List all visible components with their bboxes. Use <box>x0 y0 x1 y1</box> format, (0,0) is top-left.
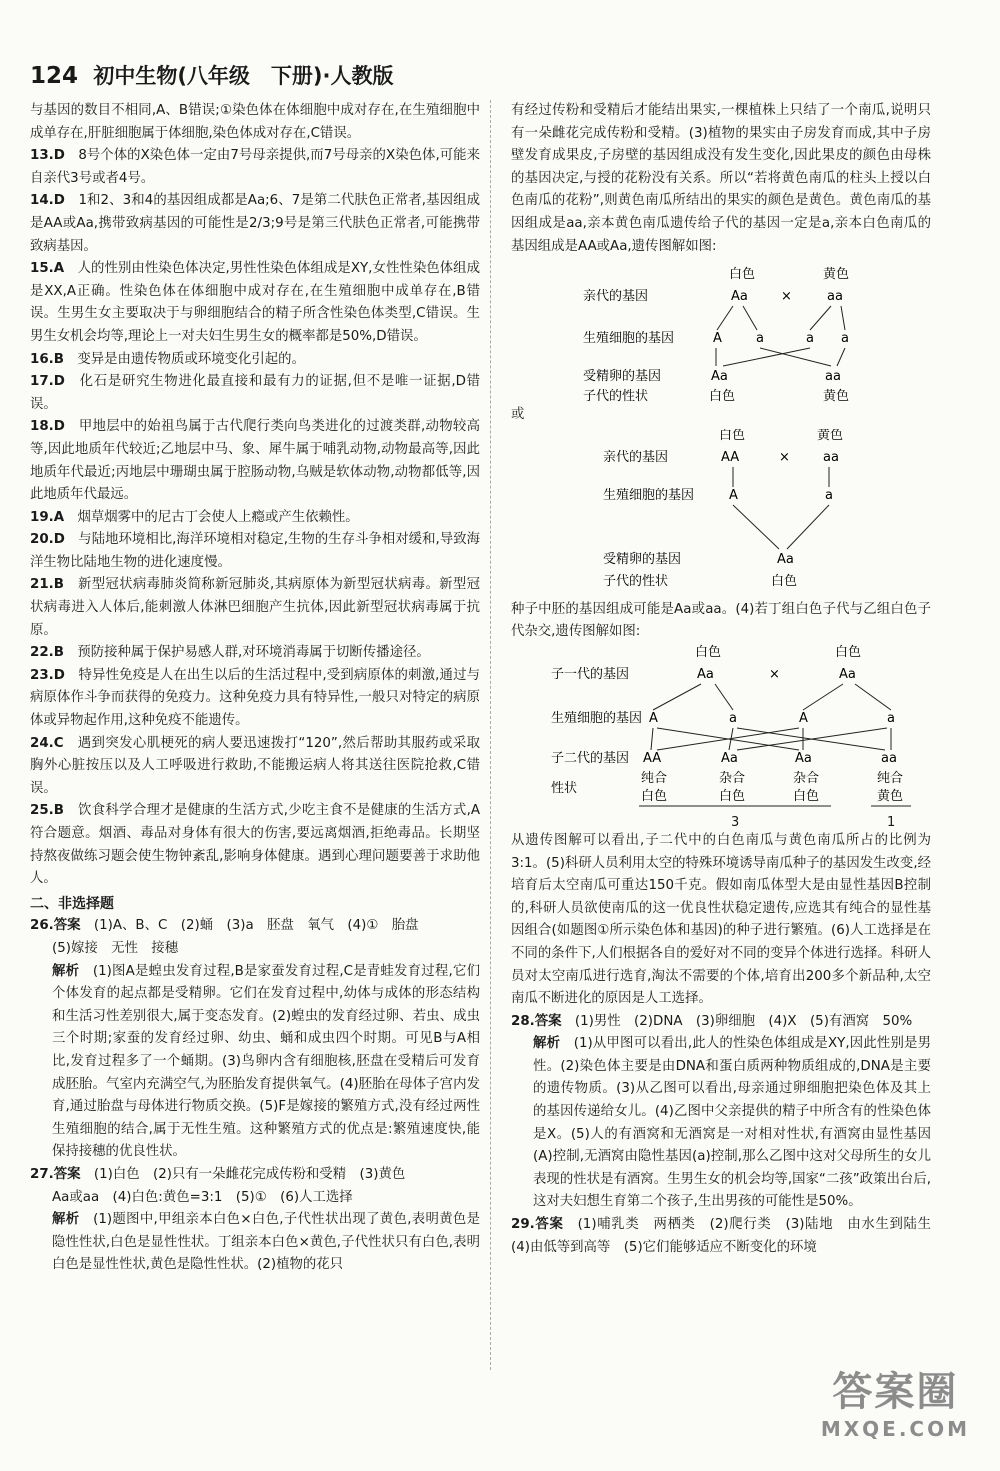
q26-answer: (1)A、B、C (2)蛹 (3)a 胚盘 氧气 (4)① 胎盘 <box>93 918 419 934</box>
d3-trait-3b: 白色 <box>793 788 820 804</box>
d1-gamete-3: a <box>806 331 814 347</box>
section-title: 二、非选择题 <box>30 895 114 912</box>
question-number: 23.D <box>30 667 65 683</box>
page-header <box>30 60 394 90</box>
d3-ratio-white: 3 <box>731 814 740 830</box>
d1-label-zygote: 受精卵的基因 <box>583 369 662 385</box>
watermark-url: MXQE.COM <box>820 1417 970 1441</box>
d3-label-gamete: 生殖细胞的基因 <box>551 710 643 726</box>
answer-text: 预防接种属于保护易感人群,对环境消毒属于切断传播途径。 <box>77 645 430 661</box>
watermark-logo <box>821 1360 970 1441</box>
d1-zygote-2: aa <box>825 369 841 385</box>
d1-label-gamete: 生殖细胞的基因 <box>583 331 675 347</box>
d3-gamete-3: A <box>799 710 808 726</box>
d3-trait-2b: 白色 <box>719 788 746 804</box>
answer-item <box>30 371 480 416</box>
question-number: 19.A <box>30 509 65 525</box>
answer-item <box>30 416 480 506</box>
right-column <box>511 100 945 1259</box>
q28-analysis: (1)从甲图可以看出,此人的性染色体组成是XY,因此性别是男性。(2)染色体主要是由DNA和蛋白质两种物质组成的,DNA是主要的遗传物质。(3)从乙图可以看出,母亲通过卵细胞把染色体及其上的基因传递给女儿。(4)乙图中父亲提供的精子中所含有的性染色体是X。(5)人的有酒窝和无酒窝是一对相对性状,有酒窝由显性基因(A)控制,无酒窝由隐性基因(a)控制,那么乙图中这对父母所生的女儿表现的性状是有酒窝。生男生女的机会均等,国家“二孩”政策出台后,这对夫妇想生育第二个孩子,生出男孩的可能性是50%。 <box>533 1036 931 1210</box>
genetic-diagram-1 <box>511 262 931 402</box>
question-26: 26.答案 (1)A、B、C (2)蛹 (3)a 胚盘 氧气 (4)① 胎盘 (5)嫁接 无性 接穗 解析 (1)图A是蝗虫发育过程,B是家蚕发育过程,C是青蛙发育过程,它们个体发育的起点都是受精卵。它们在发育过程中,幼体与成体的形态结构和生活习性差别很大,属于变态发育。(2)蝗虫的发育经过卵、若虫、成虫三个时期;家蚕的发育经过卵、幼虫、蛹和成虫四个时期。可见B与A相比,发育过程多了一个蛹期。(3)鸟卵内含有细胞核,胚盘在受精后可发育成胚胎。气室内充满空气,为胚胎发育提供氧气。(4)胚胎在母体子宫内发育,通过胎盘与母体进行物质交换。(5)F是嫁接的繁殖方式,没有经过两性生殖细胞的结合,属于无性生殖。这种繁殖方式的优点是:繁殖速度快,能保持接穗的优良性状。 <box>30 918 481 1160</box>
book-title: 初中生物(八年级 下册)·人教版 <box>93 64 394 88</box>
d2-zygote: Aa <box>777 551 794 567</box>
question-number: 15.A <box>30 261 65 277</box>
d3-trait-1b: 白色 <box>641 788 668 804</box>
d3-offspring-2: Aa <box>721 750 738 766</box>
answer-item <box>30 529 480 574</box>
answer-text: 8号个体的X染色体一定由7号母亲提供,而7号母亲的X染色体,可能来自亲代3号或者4号。 <box>30 148 481 186</box>
answer-text: 与陆地环境相比,海洋环境相对稳定,生物的生存斗争相对缓和,导致海洋生物比陆地生物的进化速度慢。 <box>30 532 480 570</box>
q27-analysis-cont-2: 种子中胚的基因组成可能是Aa或aa。(4)若丁组白色子代与乙组白色子代杂交,遗传图解如图: <box>511 601 931 640</box>
question-number: 18.D <box>30 419 65 435</box>
page-number: 124 <box>30 63 79 89</box>
d1-trait-2: 黄色 <box>823 389 850 403</box>
q26-analysis: (1)图A是蝗虫发育过程,B是家蚕发育过程,C是青蛙发育过程,它们个体发育的起点都是受精卵。它们在发育过程中,幼体与成体的形态结构和生活习性差别很大,属于变态发育。(2)蝗虫的发育经过卵、若虫、成虫三个时期;家蚕的发育经过卵、幼虫、蛹和成虫四个时期。可见B与A相比,发育过程多了一个蛹期。(3)鸟卵内含有细胞核,胚盘在受精后可发育成胚胎。气室内充满空气,为胚胎发育提供氧气。(4)胚胎在母体子宫内发育,通过胎盘与母体进行物质交换。(5)F是嫁接的繁殖方式,没有经过两性生殖细胞的结合,属于无性生殖。这种繁殖方式的优点是:繁殖速度快,能保持接穗的优良性状。 <box>52 963 481 1160</box>
d2-label-gamete: 生殖细胞的基因 <box>603 487 695 503</box>
d3-trait-4a: 纯合 <box>877 770 904 786</box>
d3-gamete-4: a <box>887 710 895 726</box>
answer-item <box>30 258 480 348</box>
d2-label-zygote: 受精卵的基因 <box>603 551 682 567</box>
d2-color-left: 白色 <box>719 428 746 443</box>
q27-analysis-cont: 有经过传粉和受精后才能结出果实,一棵植株上只结了一个南瓜,说明只有一朵雌花完成传粉和受精。(3)植物的果实由子房发育而成,其中子房壁发育成果皮,子房壁的基因组成没有发生变化,因此果皮的颜色由母株的基因决定,与授的花粉没有关系。所以“若将黄色南瓜的柱头上授以白色南瓜的花粉”,则黄色南瓜所结出的果实的颜色是黄色。黄色南瓜的基因组成是aa,亲本黄色南瓜遗传给子代的基因一定是a,亲本白色南瓜的基因组成是AA或Aa,遗传图解如图: <box>511 103 931 254</box>
d3-color-left: 白色 <box>695 644 722 660</box>
left-column <box>30 100 480 1277</box>
genetic-diagram-2 <box>511 429 931 599</box>
q29-answer: (1)哺乳类 两栖类 (2)爬行类 (3)陆地 由水生到陆生 (4)由低等到高等 (5)它们能够适应不断变化的环境 <box>511 1217 945 1255</box>
d3-trait-1a: 纯合 <box>641 770 668 786</box>
d3-label-f2: 子二代的基因 <box>551 750 630 766</box>
d1-cross: × <box>781 289 792 305</box>
question-number: 22.B <box>30 645 64 661</box>
d1-gamete-1: A <box>713 331 722 347</box>
d3-ratio-yellow: 1 <box>887 814 896 830</box>
d1-label-trait: 子代的性状 <box>583 389 649 403</box>
q28-answer: (1)男性 (2)DNA (3)卵细胞 (4)X (5)有酒窝 50% <box>574 1013 913 1029</box>
question-number: 21.B <box>30 577 64 593</box>
d3-gamete-1: A <box>649 710 658 726</box>
d1-gene-left: Aa <box>731 289 748 305</box>
question-number: 16.B <box>30 351 64 367</box>
answer-item <box>30 800 480 890</box>
d1-gene-right: aa <box>827 289 843 305</box>
d2-gene-left: AA <box>721 449 740 465</box>
answer-item <box>30 574 480 642</box>
d2-label-trait: 子代的性状 <box>603 573 669 589</box>
d2-color-right: 黄色 <box>817 428 844 443</box>
d2-gamete-1: A <box>729 487 738 503</box>
question-number: 13.D <box>30 148 65 164</box>
answer-item <box>30 145 480 190</box>
d1-label-parent: 亲代的基因 <box>583 289 649 305</box>
question-number: 14.D <box>30 193 65 209</box>
answer-text: 特异性免疫是人在出生以后的生活过程中,受到病原体的刺激,通过与病原体作斗争而获得的免疫力。这种免疫力具有特异性,一般只对特定的病原体或异物起作用,这种免疫不能遗传。 <box>30 667 481 729</box>
d3-ratio <box>511 812 931 830</box>
d2-trait: 白色 <box>771 573 798 589</box>
d3-gene-right: Aa <box>839 666 856 682</box>
q27-analysis: (1)题图中,甲组亲本白色×白色,子代性状出现了黄色,表明黄色是隐性性状,白色是显性性状。丁组亲本白色×黄色,子代性状只有白色,表明白色是显性性状,黄色是隐性性状。(2)植物的花只 <box>52 1212 481 1273</box>
d3-offspring-4: aa <box>881 750 897 766</box>
watermark-text: 答案圈 <box>832 1369 959 1415</box>
answer-list <box>30 100 480 891</box>
answer-item <box>30 349 480 372</box>
answer-item <box>30 190 480 258</box>
d2-gene-right: aa <box>823 449 839 465</box>
answer-text: 1和2、3和4的基因组成都是Aa;6、7是第二代肤色正常者,基因组成是AA或Aa,携带致病基因的可能性是2/3;9号是第三代肤色正常者,可能携带致病基因。 <box>30 193 481 254</box>
d3-offspring-3: Aa <box>795 750 812 766</box>
answer-text: 饮食科学合理才是健康的生活方式,少吃主食不是健康的生活方式,A符合题意。烟酒、毒品对身体有很大的伤害,要远离烟酒,拒绝毒品。长期坚持熬夜做练习题会使生物钟紊乱,影响身体健康。遇到心理问题要善于求助他人。 <box>30 803 481 887</box>
d3-trait-4b: 黄色 <box>877 788 904 804</box>
question-28: 28.答案 (1)男性 (2)DNA (3)卵细胞 (4)X (5)有酒窝 50% 解析 (1)从甲图可以看出,此人的性染色体组成是XY,因此性别是男性。(2)染色体主要是由DNA和蛋白质两种物质组成的,DNA是主要的遗传物质。(3)从乙图可以看出,母亲通过卵细胞把染色体及其上的基因传递给女儿。(4)乙图中父亲提供的精子中所含有的性染色体是X。(5)人的有酒窝和无酒窝是一对相对性状,有酒窝由显性基因(A)控制,无酒窝由隐性基因(a)控制,那么乙图中这对父母所生的女儿表现的性状是有酒窝。生男生女的机会均等,国家“二孩”政策出台后,这对夫妇想生育第二个孩子,生出男孩的可能性是50%。 <box>511 1013 931 1210</box>
question-number: 20.D <box>30 532 65 548</box>
or-label: 或 <box>511 407 525 423</box>
answer-text: 变异是由遗传物质或环境变化引起的。 <box>77 351 305 367</box>
d3-cross: × <box>769 666 780 682</box>
d1-trait-1: 白色 <box>709 389 736 403</box>
answer-text: 人的性别由性染色体决定,男性性染色体组成是XY,女性性染色体组成是XX,A正确。性染色体在体细胞中成对存在,在生殖细胞中成单存在,B错误。生男生女主要取决于与卵细胞结合的精子所含性染色体类型,C错误。生男生女机会均等,理论上一对夫妇生男生女的概率都是50%,D错误。 <box>30 261 481 344</box>
d3-gene-left: Aa <box>697 666 714 682</box>
question-29: 29.答案 (1)哺乳类 两栖类 (2)爬行类 (3)陆地 由水生到陆生 (4)由低等到高等 (5)它们能够适应不断变化的环境 <box>511 1217 945 1255</box>
d1-gamete-2: a <box>756 331 764 347</box>
question-number: 24.C <box>30 735 64 751</box>
answer-text: 烟草烟雾中的尼古丁会使人上瘾或产生依赖性。 <box>77 509 359 525</box>
d3-trait-2a: 杂合 <box>719 770 746 786</box>
answer-text: 新型冠状病毒肺炎简称新冠肺炎,其病原体为新型冠状病毒。新型冠状病毒进入人体后,能刺激人体淋巴细胞产生抗体,因此新型冠状病毒属于抗原。 <box>30 577 480 638</box>
answer-text: 化石是研究生物进化最直接和最有力的证据,但不是唯一证据,D错误。 <box>30 374 481 412</box>
answer-item <box>30 665 480 733</box>
d3-gamete-2: a <box>729 710 737 726</box>
question-number: 25.B <box>30 803 64 819</box>
d2-cross: × <box>779 449 790 465</box>
d3-offspring-1: AA <box>643 750 662 766</box>
d1-color-left: 白色 <box>729 267 756 283</box>
d1-color-right: 黄色 <box>823 267 850 283</box>
d3-color-right: 白色 <box>835 644 862 660</box>
d2-gamete-2: a <box>825 487 833 503</box>
answer-text: 甲地层中的始祖鸟属于古代爬行类向鸟类进化的过渡类群,动物较高等,因此地质年代较近;乙地层中马、象、犀牛属于哺乳动物,动物最高等,因此地质年代最近;丙地层中珊瑚虫属于腔肠动物,乌贼是软体动物,动物都低等,因此地质年代最远。 <box>30 419 480 503</box>
d2-label-parent: 亲代的基因 <box>603 449 669 465</box>
d3-label-f1: 子一代的基因 <box>551 666 630 682</box>
answer-text: 与基因的数目不相同,A、B错误;①染色体在体细胞中成对存在,在生殖细胞中成单存在,肝脏细胞属于体细胞,染色体成对存在,C错误。 <box>30 103 480 141</box>
answer-item <box>30 733 480 801</box>
genetic-diagram-3 <box>511 644 931 814</box>
q27-analysis-cont-3: 从遗传图解可以看出,子二代中的白色南瓜与黄色南瓜所占的比例为3:1。(5)科研人员利用太空的特殊环境诱导南瓜种子的基因发生改变,经培育后太空南瓜可重达150千克。假如南瓜体型大是由显性基因B控制的,科研人员欲使南瓜的这一优良性状稳定遗传,应选其有纯合的显性基因组合(如题图①所示染色体和基因)的种子进行繁殖。(6)人工选择是在不同的条件下,人们根据各自的爱好对不同的变异个体进行选择。科研人员对太空南瓜进行选育,淘汰不需要的个体,培育出200多个新品种,太空南瓜不断进化的原因是人工选择。 <box>511 832 931 1007</box>
q26-answer-cont: (5)嫁接 无性 接穗 <box>52 940 179 956</box>
column-divider <box>490 100 491 1370</box>
d3-trait-3a: 杂合 <box>793 770 820 786</box>
q27-answer: (1)白色 (2)只有一朵雌花完成传粉和受精 (3)黄色 <box>93 1166 406 1182</box>
question-27: 27.答案 (1)白色 (2)只有一朵雌花完成传粉和受精 (3)黄色 Aa或aa (4)白色:黄色=3:1 (5)① (6)人工选择 解析 (1)题图中,甲组亲本白色×白色,子代性状出现了黄色,表明黄色是隐性性状,白色是显性性状。丁组亲本白色×黄色,子代性状只有白色,表明白色是显性性状,黄色是隐性性状。(2)植物的花只 <box>30 1166 481 1273</box>
d1-zygote-1: Aa <box>711 369 728 385</box>
answer-item <box>30 100 480 145</box>
answer-item <box>30 642 480 665</box>
answer-item <box>30 507 480 530</box>
q27-answer-cont: Aa或aa (4)白色:黄色=3:1 (5)① (6)人工选择 <box>52 1189 353 1205</box>
d3-label-trait: 性状 <box>551 780 578 796</box>
d1-gamete-4: a <box>841 331 849 347</box>
question-number: 17.D <box>30 374 65 390</box>
answer-text: 遇到突发心肌梗死的病人要迅速拨打“120”,然后帮助其服药或采取胸外心脏按压以及人工呼吸进行救助,不能搬运病人将其送往医院抢救,C错误。 <box>30 735 480 796</box>
